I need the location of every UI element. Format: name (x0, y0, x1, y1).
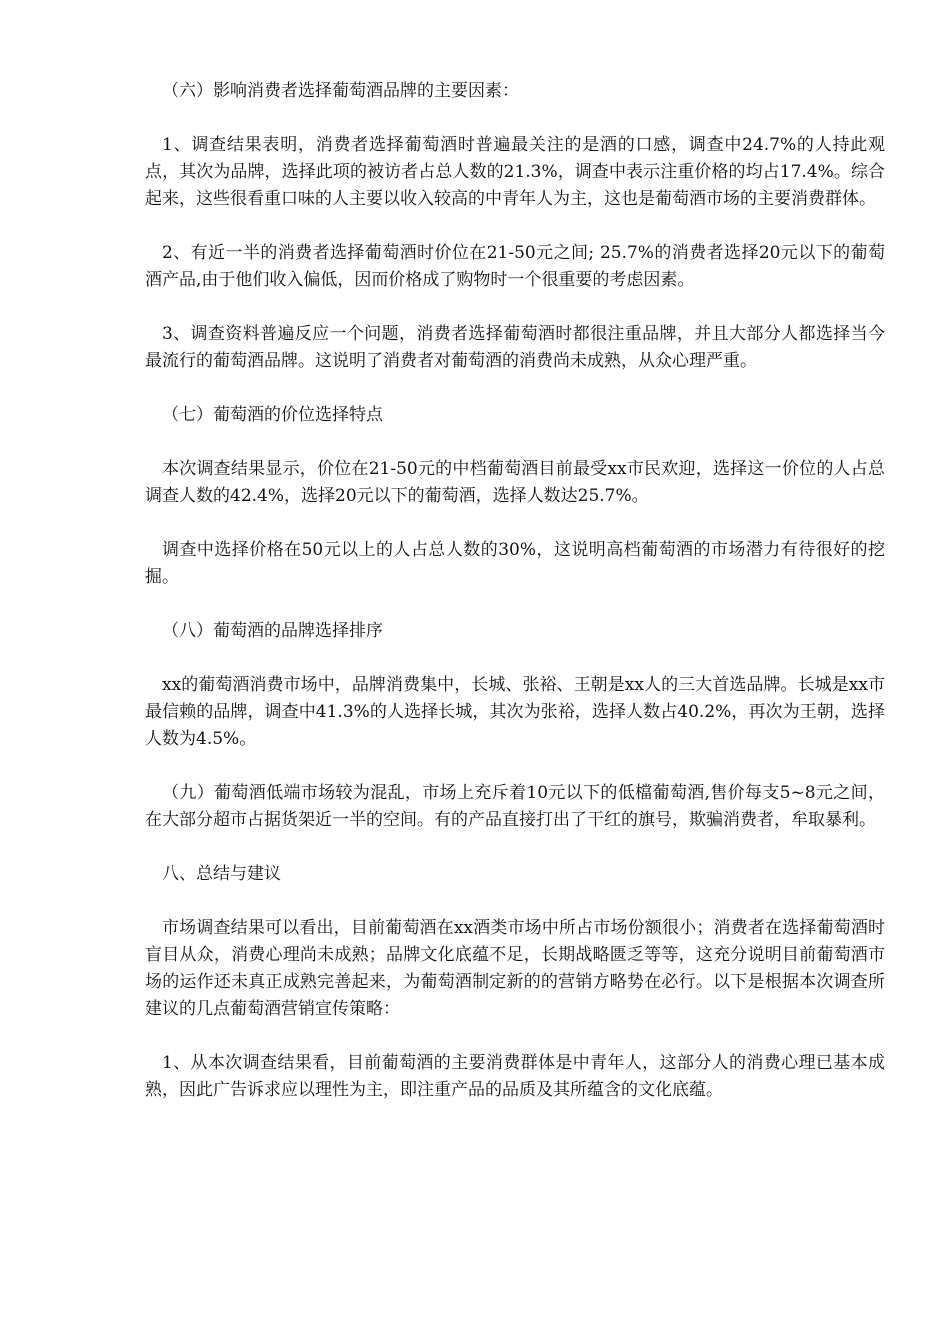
paragraph-8-1: xx的葡萄酒消费市场中，品牌消费集中，长城、张裕、王朝是xx人的三大首选品牌。长城是xx市最信赖的品牌，调查中41.3%的人选择长城，其次为张裕，选择人数占40.2%，再次为王朝，选择人数为4.5%。 (145, 675, 885, 749)
paragraph-9: （九）葡萄酒低端市场较为混乱，市场上充斥着10元以下的低檔葡萄酒,售价每支5~8元之间，在大部分超市占据货架近一半的空间。有的产品直接打出了干红的旗号，欺骗消费者，牟取暴利。 (145, 783, 885, 830)
paragraph-6-2: 2、有近一半的消费者选择葡萄酒时价位在21-50元之间; 25.7%的消费者选择20元以下的葡萄酒产品,由于他们收入偏低，因而价格成了购物时一个很重要的考虑因素。 (145, 243, 885, 290)
paragraph-7-1: 本次调查结果显示，价位在21-50元的中档葡萄酒目前最受xx市民欢迎，选择这一价位的人占总调查人数的42.4%，选择20元以下的葡萄酒，选择人数达25.7%。 (145, 459, 885, 506)
section-heading-7: （七）葡萄酒的价位选择特点 (162, 405, 383, 425)
section-heading-summary: 八、总结与建议 (162, 864, 281, 884)
section-heading-6: （六）影响消费者选择葡萄酒品牌的主要因素： (162, 81, 519, 101)
paragraph-summary-1: 市场调查结果可以看出，目前葡萄酒在xx酒类市场中所占市场份额很小；消费者在选择葡萄酒时盲目从众，消费心理尚未成熟；品牌文化底蕴不足，长期战略匮乏等等，这充分说明目前葡萄酒市场的运作还未真正成熟完善起来，为葡萄酒制定新的的营销方略势在必行。以下是根据本次调查所建议的几点葡萄酒营销宣传策略： (145, 918, 885, 1019)
paragraph-6-3: 3、调查资料普遍反应一个问题，消费者选择葡萄酒时都很注重品牌，并且大部分人都选择当今最流行的葡萄酒品牌。这说明了消费者对葡萄酒的消费尚未成熟，从众心理严重。 (145, 324, 885, 371)
document-body (145, 78, 885, 1131)
paragraph-summary-2: 1、从本次调查结果看，目前葡萄酒的主要消费群体是中青年人，这部分人的消费心理已基本成熟，因此广告诉求应以理性为主，即注重产品的品质及其所蕴含的文化底蕴。 (145, 1053, 885, 1100)
section-heading-8: （八）葡萄酒的品牌选择排序 (162, 621, 383, 641)
paragraph-7-2: 调查中选择价格在50元以上的人占总人数的30%，这说明高档葡萄酒的市场潜力有待很好的挖掘。 (145, 540, 885, 587)
paragraph-6-1: 1、调查结果表明，消费者选择葡萄酒时普遍最关注的是酒的口感，调查中24.7%的人持此观点，其次为品牌，选择此项的被访者占总人数的21.3%，调查中表示注重价格的均占17.4%。综合起来，这些很看重口味的人主要以收入较高的中青年人为主，这也是葡萄酒市场的主要消费群体。 (145, 135, 885, 209)
